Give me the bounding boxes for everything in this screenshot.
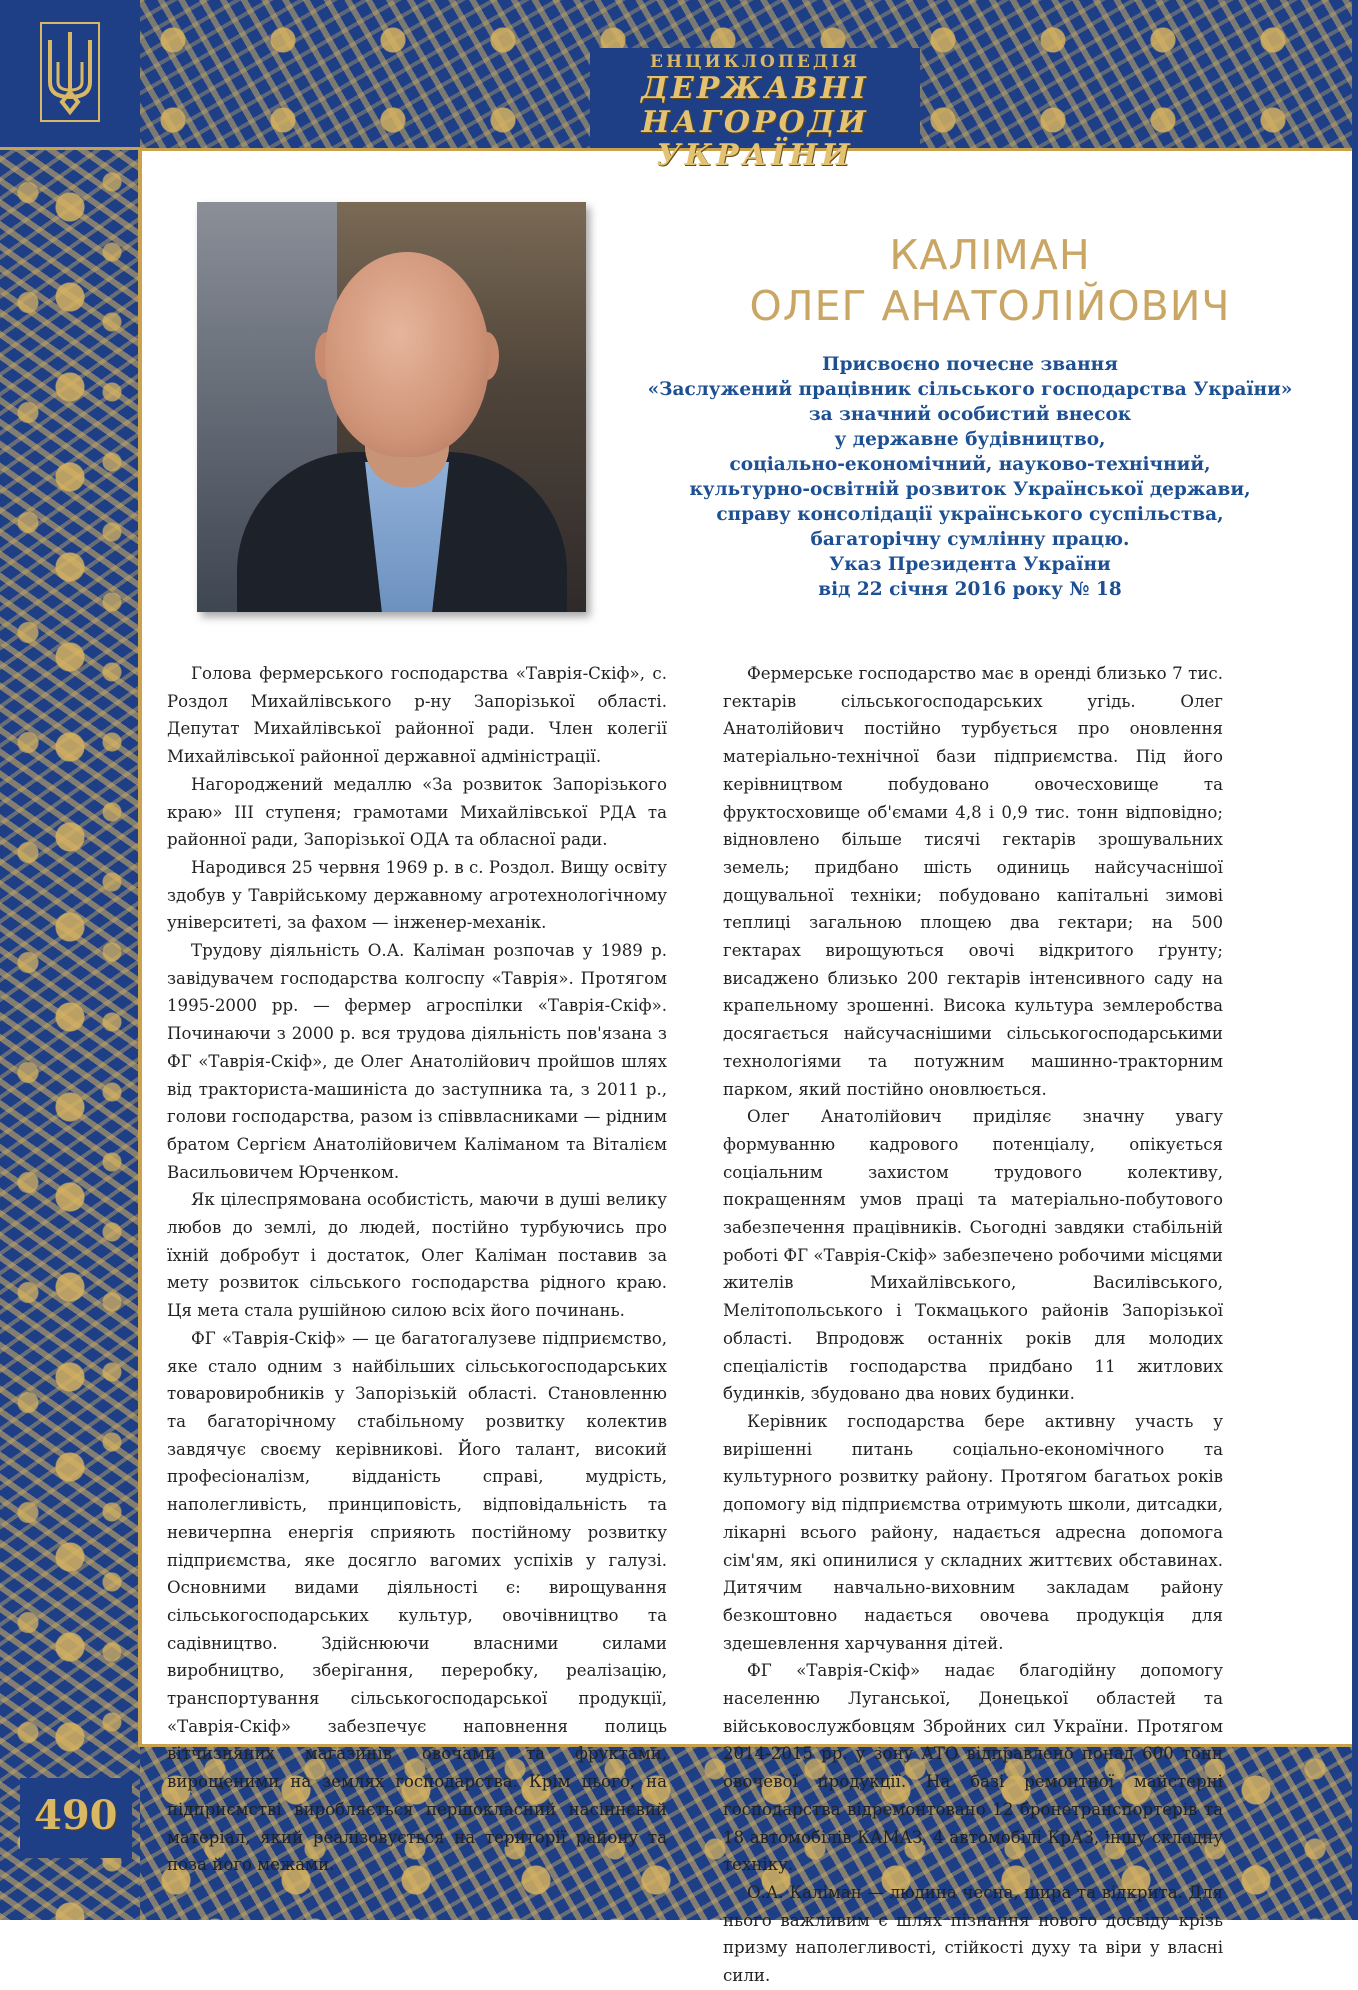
paragraph: Народився 25 червня 1969 р. в с. Роздол. Вищу освіту здобув у Таврійському державному агротехнологічному університеті, за фахом — інженер-механік. (167, 857, 667, 933)
award-line: від 22 січня 2016 року № 18 (818, 579, 1122, 600)
portrait-photo (197, 202, 586, 612)
paragraph: Керівник господарства бере активну участь у вирішенні питань соціально-економічного та культурного розвитку району. Протягом багатьох років допомогу від підприємства отримують школи, дитсадки, лікарні всього району, надається адресна допомога сім'ям, які опинилися у складних життєвих обставинах. Дитячим навчально-виховним закладам району безкоштовно надається овочева продукція для здешевлення харчування дітей. (723, 1411, 1223, 1653)
encyclopedia-banner (590, 48, 920, 173)
person-name (660, 230, 1320, 332)
person-given-names: ОЛЕГ АНАТОЛІЙОВИЧ (749, 282, 1231, 330)
banner-title-line1: ДЕРЖАВНІ НАГОРОДИ (641, 71, 869, 140)
award-line: соціально-економічний, науково-технічний, (729, 454, 1211, 475)
paragraph: Нагороджений медаллю «За розвиток Запорізького краю» ІІІ ступеня; грамотами Михайлівської РДА та районної ради, Запорізької ОДА та обласної ради. (167, 774, 667, 850)
paragraph: Фермерське господарство має в оренді близько 7 тис. гектарів сільськогосподарських угідь. Олег Анатолійович постійно турбується про оновлення матеріально-технічної бази підприємства. Під його керівництвом побудовано овочесховище та фруктосховище об'ємами 4,8 і 0,9 тис. тонн відповідно; відновлено більше тисячі гектарів зрошувальних земель; придбано шість одиниць найсучаснішої дощувальної техніки; побудовано капітальні зимові теплиці загальною площею два гектари; на 500 гектарах вирощуються овочі відкритого ґрунту; висаджено близько 200 гектарів інтенсивного саду на крапельному зрошенні. Висока культура землеробства досягається найсучаснішими сільськогосподарськими технологіями та потужним машинно-тракторним парком, який постійно оновлюється. (723, 664, 1223, 1099)
left-column (167, 660, 667, 1879)
gold-rule-left (138, 150, 142, 1746)
award-line: «Заслужений працівник сільського господарства України» (647, 379, 1293, 400)
award-line: багаторічну сумлінну працю. (810, 529, 1130, 550)
award-line: справу консолідації українського суспільства, (716, 504, 1224, 525)
paragraph: Голова фермерського господарства «Таврія-Скіф», с. Роздол Михайлівського р-ну Запорізької області. Депутат Михайлівської районної ради. Член колегії Михайлівської районної державної адміністрації. (167, 664, 667, 767)
award-line: культурно-освітній розвиток Української держави, (689, 479, 1251, 500)
award-statement (620, 352, 1320, 602)
award-line: Указ Президента України (829, 554, 1111, 575)
series-label: ЕНЦИКЛОПЕДІЯ (650, 52, 860, 72)
paragraph: ФГ «Таврія-Скіф» — це багатогалузеве підприємство, яке стало одним з найбільших сільськогосподарських товаровиробників у Запорізькій області. Становленню та багаторічному стабільному розвитку колектив завдячує своєму керівникові. Його талант, високий професіоналізм, відданість справі, мудрість, наполегливість, принциповість, відповідальність та невичерпна енергія сприяють постійному розвитку підприємства, яке досягло вагомих успіхів у галузі. Основними видами діяльності є: вирощування сільськогосподарських культур, овочівництво та садівництво. Здійснюючи власними силами виробництво, зберігання, переробку, реалізацію, транспортування сільськогосподарської продукції, «Таврія-Скіф» забезпечує наповнення полиць вітчизняних магазинів овочами та фруктами, вирощеними на землях господарства. Крім цього, на підприємстві виробляється першокласний насіннєвий матеріал, який реалізовується на території району та поза його межами. (167, 1328, 667, 1875)
right-column (723, 660, 1223, 1990)
ornamental-border-left (0, 0, 140, 1920)
page-number: 490 (34, 1792, 118, 1839)
paragraph: Олег Анатолійович приділяє значну увагу формуванню кадрового потенціалу, опікується соціальним захистом трудового колективу, покращенням умов праці та матеріально-побутового забезпечення працівників. Сьогодні завдяки стабільній роботі ФГ «Таврія-Скіф» забезпечено робочими місцями жителів Михайлівського, Василівського, Мелітопольського і Токмацького районів Запорізької області. Впродовж останніх років для молодих спеціалістів господарства придбано 11 житлових будинків, збудовано два нових будинки. (723, 1107, 1223, 1404)
person-surname: КАЛІМАН (889, 231, 1091, 279)
paragraph: О.А. Каліман — людина чесна, щира та відкрита. Для нього важливим є шлях пізнання нового досвіду крізь призму наполегливості, стійкості духу та віри у власні сили. (723, 1882, 1223, 1986)
trident-icon (40, 22, 100, 122)
award-line: у державне будівництво, (834, 429, 1106, 450)
award-line: Присвоєно почесне звання (822, 354, 1118, 375)
emblem-box (0, 0, 140, 150)
paragraph: Як цілеспрямована особистість, маючи в душі велику любов до землі, до людей, постійно турбуючись про їхній добробут і достаток, Олег Каліман поставив за мету розвиток сільського господарства рідного краю. Ця мета стала рушійною силою всіх його починань. (167, 1190, 667, 1321)
award-line: за значний особистий внесок (808, 404, 1132, 425)
paragraph: Трудову діяльність О.А. Каліман розпочав у 1989 р. завідувачем господарства колгоспу «Таврія». Протягом 1995-2000 рр. — фермер агроспілки «Таврія-Скіф». Починаючи з 2000 р. вся трудова діяльність пов'язана з ФГ «Таврія-Скіф», де Олег Анатолійович пройшов шлях від тракториста-машиніста до заступника та, з 2011 р., голови господарства, разом із співвласниками — рідним братом Сергієм Анатолійовичем Каліманом та Віталієм Васильовичем Юрченком. (167, 941, 667, 1182)
banner-title-line2: УКРАЇНИ (656, 138, 854, 173)
border-right (1352, 0, 1358, 1920)
paragraph: ФГ «Таврія-Скіф» надає благодійну допомогу населенню Луганської, Донецької областей та військовослужбовцям Збройних сил України. Протягом 2014-2015 рр. у зону АТО відправлено понад 600 тонн овочевої продукції. На базі ремонтної майстерні господарства відремонтовано 12 бронетранспортерів та 18 автомобілів КАМАЗ, 4 автомобілі КрАЗ, іншу складну техніку. (723, 1661, 1223, 1875)
